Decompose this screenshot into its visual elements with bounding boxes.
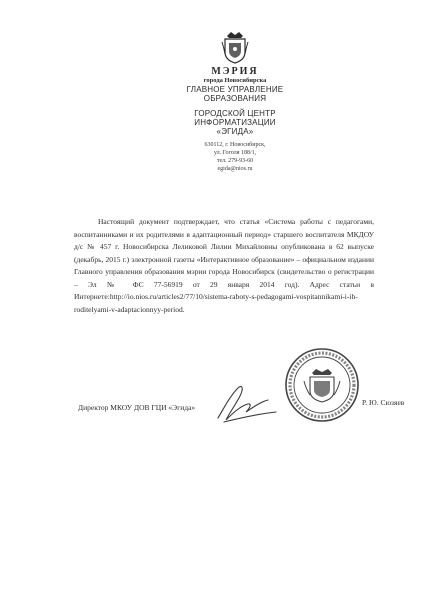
- letter-body: [74, 216, 374, 316]
- letterhead: [170, 30, 300, 173]
- letterhead-address: [170, 141, 300, 173]
- address-line: 630112, г. Новосибирск,: [204, 142, 266, 148]
- letterhead-department-line1: ГЛАВНОЕ УПРАВЛЕНИЕ: [186, 85, 284, 94]
- handwritten-signature: [212, 378, 282, 428]
- coat-of-arms-icon: [221, 30, 249, 64]
- letterhead-center-line1: ГОРОДСКОЙ ЦЕНТР: [194, 109, 276, 118]
- address-email: egida@nios.ru: [217, 166, 253, 172]
- signatory-position: Директор МКОУ ДОВ ГЦИ «Эгида»: [78, 403, 196, 412]
- letterhead-center-line2: ИНФОРМАТИЗАЦИИ: [194, 118, 276, 127]
- letterhead-department-line2: ОБРАЗОВАНИЯ: [203, 94, 267, 103]
- address-line: ул. Гоголя 188/1,: [213, 150, 257, 156]
- letterhead-center-line3: «ЭГИДА»: [216, 127, 254, 136]
- letterhead-city: города Новосибирска: [203, 77, 267, 84]
- letterhead-organization: МЭРИЯ: [211, 66, 259, 77]
- official-stamp: [284, 347, 360, 423]
- body-paragraph: Настоящий документ подтверждает, что статья «Система работы с педагогами, воспитанниками и их родителями в адаптационный период» старшего воспитателя МКДОУ д/с № 457 г. Новосибирска Леликовой Лилии Михайловны опубликована в 62 выпуске (декабрь, 2015 г.) электронной газеты «Интерактивное образование» – официальном издании Главного управления образования мэрии города Новосибирск (свидетельство о регистрации – Эл № ФС 77-56919 от 29 января 2014 год). Адрес статьи в Интернете:http://io.nios.ru/articles2/77/10/sistema-raboty-s-pedagogami-vospitannikami-i-ih-roditelyami-v-adaptacionnyy-period.: [74, 217, 374, 314]
- signatory-name: Р. Ю. Сюзяев: [362, 398, 405, 407]
- address-line: тел. 279-93-60: [216, 158, 254, 164]
